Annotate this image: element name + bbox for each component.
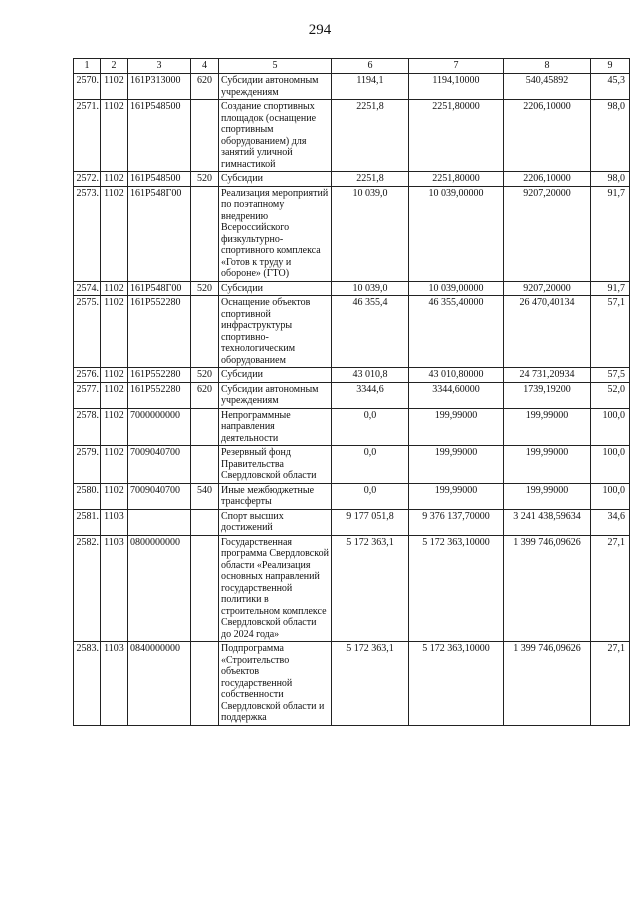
value-col7: 2251,80000 xyxy=(409,100,504,172)
section-code: 1102 xyxy=(101,368,128,383)
table-row xyxy=(74,74,630,100)
value-col7: 1194,10000 xyxy=(409,74,504,100)
table-row xyxy=(74,281,630,296)
value-col7: 3344,60000 xyxy=(409,382,504,408)
row-number: 2577. xyxy=(74,382,101,408)
expense-type-code xyxy=(191,186,219,281)
value-col6: 2251,8 xyxy=(332,100,409,172)
item-name: Субсидии xyxy=(219,281,332,296)
target-code xyxy=(128,509,191,535)
expense-type-code: 520 xyxy=(191,172,219,187)
percent-value: 27,1 xyxy=(591,535,630,642)
percent-value: 45,3 xyxy=(591,74,630,100)
target-code: 161Р548500 xyxy=(128,100,191,172)
target-code: 161Р552280 xyxy=(128,382,191,408)
percent-value: 57,1 xyxy=(591,296,630,368)
item-name: Создание спортивных площадок (оснащение спортивным оборудованием) для занятий уличной гимнастикой xyxy=(219,100,332,172)
budget-table xyxy=(73,58,630,726)
table-row xyxy=(74,408,630,446)
table-row xyxy=(74,642,630,726)
row-number: 2575. xyxy=(74,296,101,368)
value-col8: 2206,10000 xyxy=(504,172,591,187)
item-name: Иные межбюджетные трансферты xyxy=(219,483,332,509)
section-code: 1103 xyxy=(101,642,128,726)
row-number: 2578. xyxy=(74,408,101,446)
target-code: 161Р548Г00 xyxy=(128,186,191,281)
expense-type-code xyxy=(191,296,219,368)
expense-type-code xyxy=(191,446,219,484)
expense-type-code xyxy=(191,642,219,726)
header-cell: 4 xyxy=(191,59,219,74)
page-number: 294 xyxy=(308,22,332,38)
row-number: 2576. xyxy=(74,368,101,383)
row-number: 2571. xyxy=(74,100,101,172)
row-number: 2582. xyxy=(74,535,101,642)
value-col7: 9 376 137,70000 xyxy=(409,509,504,535)
table-header-row xyxy=(74,59,630,74)
target-code: 7009040700 xyxy=(128,483,191,509)
table-row xyxy=(74,186,630,281)
row-number: 2581. xyxy=(74,509,101,535)
target-code: 0840000000 xyxy=(128,642,191,726)
header-cell: 3 xyxy=(128,59,191,74)
section-code: 1103 xyxy=(101,535,128,642)
percent-value: 34,6 xyxy=(591,509,630,535)
value-col6: 9 177 051,8 xyxy=(332,509,409,535)
section-code: 1102 xyxy=(101,382,128,408)
item-name: Субсидии xyxy=(219,368,332,383)
table-row xyxy=(74,483,630,509)
value-col7: 5 172 363,10000 xyxy=(409,535,504,642)
value-col8: 199,99000 xyxy=(504,408,591,446)
value-col6: 10 039,0 xyxy=(332,281,409,296)
table-row xyxy=(74,368,630,383)
percent-value: 52,0 xyxy=(591,382,630,408)
section-code: 1102 xyxy=(101,296,128,368)
row-number: 2572. xyxy=(74,172,101,187)
target-code: 7009040700 xyxy=(128,446,191,484)
target-code: 161Р552280 xyxy=(128,368,191,383)
value-col6: 0,0 xyxy=(332,483,409,509)
expense-type-code: 520 xyxy=(191,281,219,296)
row-number: 2579. xyxy=(74,446,101,484)
value-col7: 43 010,80000 xyxy=(409,368,504,383)
expense-type-code xyxy=(191,535,219,642)
value-col6: 0,0 xyxy=(332,446,409,484)
value-col7: 5 172 363,10000 xyxy=(409,642,504,726)
expense-type-code: 540 xyxy=(191,483,219,509)
table-row xyxy=(74,446,630,484)
expense-type-code xyxy=(191,100,219,172)
section-code: 1102 xyxy=(101,172,128,187)
table-row xyxy=(74,382,630,408)
item-name: Субсидии автономным учреждениям xyxy=(219,74,332,100)
value-col8: 2206,10000 xyxy=(504,100,591,172)
section-code: 1102 xyxy=(101,446,128,484)
item-name: Подпрограмма «Строительство объектов государственной собственности Свердловской области и поддержка xyxy=(219,642,332,726)
item-name: Спорт высших достижений xyxy=(219,509,332,535)
header-cell: 9 xyxy=(591,59,630,74)
table-row xyxy=(74,535,630,642)
item-name: Оснащение объектов спортивной инфраструктуры спортивно-технологическим оборудованием xyxy=(219,296,332,368)
value-col6: 10 039,0 xyxy=(332,186,409,281)
percent-value: 91,7 xyxy=(591,281,630,296)
section-code: 1102 xyxy=(101,281,128,296)
header-cell: 1 xyxy=(74,59,101,74)
value-col8: 199,99000 xyxy=(504,483,591,509)
table-row xyxy=(74,509,630,535)
value-col8: 26 470,40134 xyxy=(504,296,591,368)
expense-type-code: 620 xyxy=(191,74,219,100)
section-code: 1102 xyxy=(101,100,128,172)
section-code: 1102 xyxy=(101,483,128,509)
table-row xyxy=(74,172,630,187)
value-col7: 199,99000 xyxy=(409,483,504,509)
item-name: Резервный фонд Правительства Свердловской области xyxy=(219,446,332,484)
target-code: 161Р548500 xyxy=(128,172,191,187)
section-code: 1102 xyxy=(101,408,128,446)
header-cell: 2 xyxy=(101,59,128,74)
row-number: 2573. xyxy=(74,186,101,281)
section-code: 1103 xyxy=(101,509,128,535)
row-number: 2583. xyxy=(74,642,101,726)
value-col7: 46 355,40000 xyxy=(409,296,504,368)
value-col8: 9207,20000 xyxy=(504,281,591,296)
value-col6: 2251,8 xyxy=(332,172,409,187)
value-col7: 10 039,00000 xyxy=(409,186,504,281)
percent-value: 100,0 xyxy=(591,408,630,446)
value-col7: 199,99000 xyxy=(409,408,504,446)
percent-value: 98,0 xyxy=(591,100,630,172)
value-col7: 199,99000 xyxy=(409,446,504,484)
percent-value: 91,7 xyxy=(591,186,630,281)
header-cell: 6 xyxy=(332,59,409,74)
value-col6: 3344,6 xyxy=(332,382,409,408)
item-name: Непрограммные направления деятельности xyxy=(219,408,332,446)
header-cell: 7 xyxy=(409,59,504,74)
target-code: 0800000000 xyxy=(128,535,191,642)
item-name: Реализация мероприятий по поэтапному внедрению Всероссийского физкультурно-спортивного комплекса «Готов к труду и обороне» (ГТО) xyxy=(219,186,332,281)
value-col8: 1 399 746,09626 xyxy=(504,642,591,726)
expense-type-code xyxy=(191,509,219,535)
section-code: 1102 xyxy=(101,186,128,281)
value-col8: 9207,20000 xyxy=(504,186,591,281)
table-row xyxy=(74,296,630,368)
value-col8: 1 399 746,09626 xyxy=(504,535,591,642)
value-col8: 540,45892 xyxy=(504,74,591,100)
value-col7: 10 039,00000 xyxy=(409,281,504,296)
value-col8: 199,99000 xyxy=(504,446,591,484)
target-code: 161Р313000 xyxy=(128,74,191,100)
expense-type-code: 620 xyxy=(191,382,219,408)
value-col8: 24 731,20934 xyxy=(504,368,591,383)
table-row xyxy=(74,100,630,172)
section-code: 1102 xyxy=(101,74,128,100)
value-col6: 5 172 363,1 xyxy=(332,535,409,642)
row-number: 2574. xyxy=(74,281,101,296)
item-name: Государственная программа Свердловской области «Реализация основных направлений государственной политики в строительном комплексе Свердловской области до 2024 года» xyxy=(219,535,332,642)
percent-value: 57,5 xyxy=(591,368,630,383)
percent-value: 100,0 xyxy=(591,446,630,484)
item-name: Субсидии автономным учреждениям xyxy=(219,382,332,408)
row-number: 2570. xyxy=(74,74,101,100)
percent-value: 27,1 xyxy=(591,642,630,726)
value-col8: 3 241 438,59634 xyxy=(504,509,591,535)
expense-type-code xyxy=(191,408,219,446)
item-name: Субсидии xyxy=(219,172,332,187)
target-code: 161Р548Г00 xyxy=(128,281,191,296)
value-col6: 0,0 xyxy=(332,408,409,446)
expense-type-code: 520 xyxy=(191,368,219,383)
value-col6: 1194,1 xyxy=(332,74,409,100)
percent-value: 98,0 xyxy=(591,172,630,187)
value-col6: 5 172 363,1 xyxy=(332,642,409,726)
target-code: 7000000000 xyxy=(128,408,191,446)
value-col8: 1739,19200 xyxy=(504,382,591,408)
target-code: 161Р552280 xyxy=(128,296,191,368)
value-col6: 46 355,4 xyxy=(332,296,409,368)
value-col6: 43 010,8 xyxy=(332,368,409,383)
row-number: 2580. xyxy=(74,483,101,509)
percent-value: 100,0 xyxy=(591,483,630,509)
value-col7: 2251,80000 xyxy=(409,172,504,187)
header-cell: 5 xyxy=(219,59,332,74)
header-cell: 8 xyxy=(504,59,591,74)
